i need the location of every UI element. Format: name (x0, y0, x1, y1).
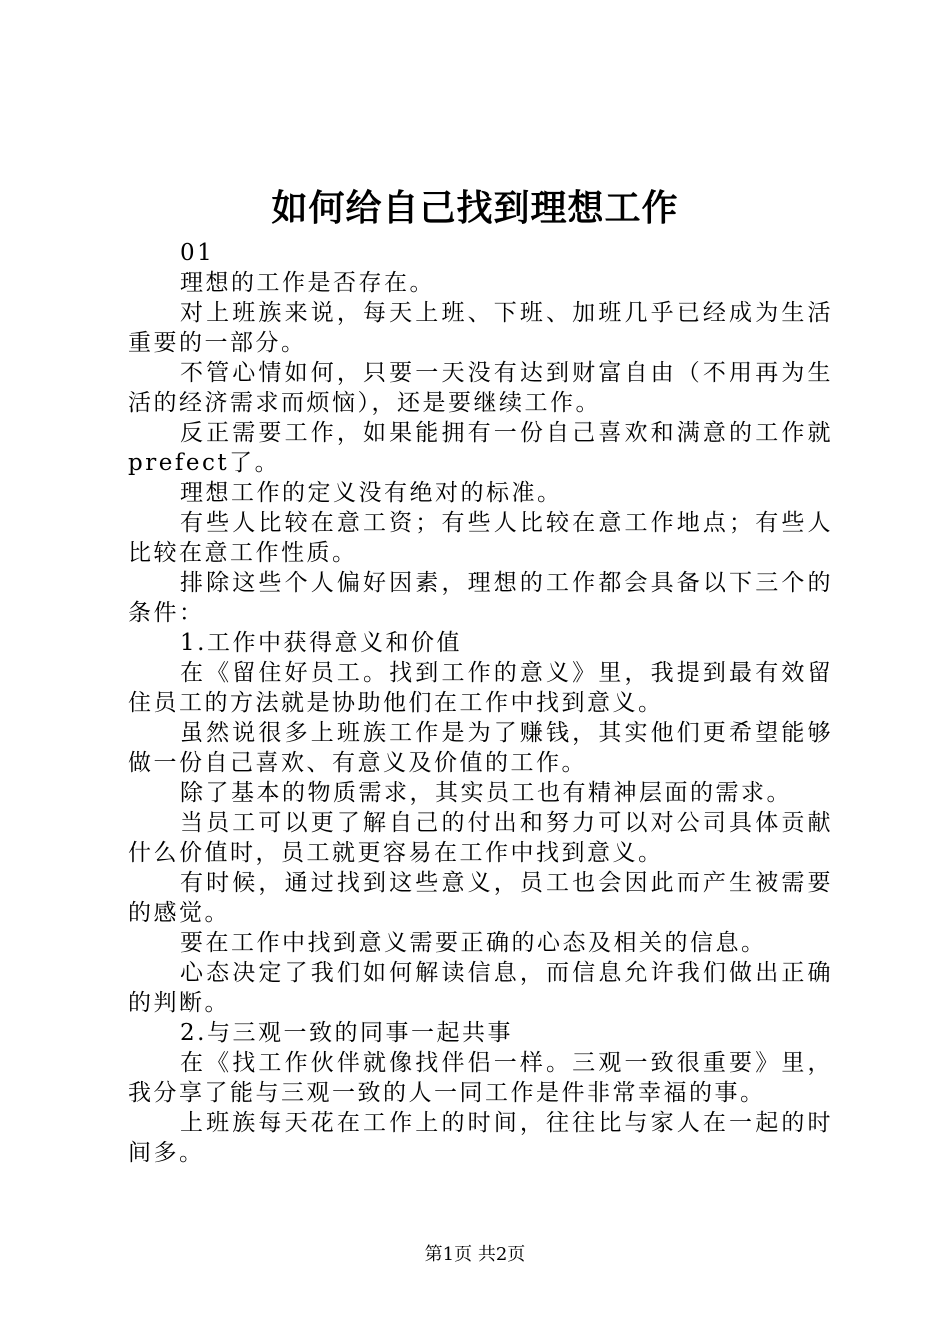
document-body (128, 238, 833, 1168)
paragraph: 虽然说很多上班族工作是为了赚钱，其实他们更希望能够做一份自己喜欢、有意义及价值的工作。 (128, 720, 833, 776)
paragraph: 理想工作的定义没有绝对的标准。 (180, 480, 563, 506)
section-heading: 1.工作中获得意义和价值 (180, 630, 462, 656)
paragraph: 有些人比较在意工资；有些人比较在意工作地点；有些人比较在意工作性质。 (128, 510, 833, 566)
paragraph: 当员工可以更了解自己的付出和努力可以对公司具体贡献什么价值时，员工就更容易在工作中找到意义。 (128, 810, 833, 866)
paragraph: 反正需要工作，如果能拥有一份自己喜欢和满意的工作就prefect了。 (128, 420, 833, 476)
paragraph: 上班族每天花在工作上的时间，往往比与家人在一起的时间多。 (128, 1110, 833, 1166)
paragraph: 有时候，通过找到这些意义，员工也会因此而产生被需要的感觉。 (128, 870, 833, 926)
paragraph: 对上班族来说，每天上班、下班、加班几乎已经成为生活重要的一部分。 (128, 300, 833, 356)
paragraph: 在《留住好员工。找到工作的意义》里，我提到最有效留住员工的方法就是协助他们在工作中找到意义。 (128, 660, 833, 716)
paragraph: 除了基本的物质需求，其实员工也有精神层面的需求。 (180, 780, 792, 806)
page-footer: 第1页 共2页 (424, 1244, 526, 1265)
document-title: 如何给自己找到理想工作 (271, 187, 679, 229)
paragraph: 要在工作中找到意义需要正确的心态及相关的信息。 (180, 930, 767, 956)
paragraph: 心态决定了我们如何解读信息，而信息允许我们做出正确的判断。 (128, 960, 833, 1016)
paragraph: 01 (180, 240, 215, 266)
paragraph: 不管心情如何，只要一天没有达到财富自由（不用再为生活的经济需求而烦恼），还是要继续工作。 (128, 360, 833, 416)
section-heading: 2.与三观一致的同事一起共事 (180, 1020, 513, 1046)
paragraph: 理想的工作是否存在。 (180, 270, 435, 296)
paragraph: 排除这些个人偏好因素，理想的工作都会具备以下三个的条件： (128, 570, 833, 626)
paragraph: 在《找工作伙伴就像找伴侣一样。三观一致很重要》里，我分享了能与三观一致的人一同工作是件非常幸福的事。 (128, 1050, 833, 1106)
